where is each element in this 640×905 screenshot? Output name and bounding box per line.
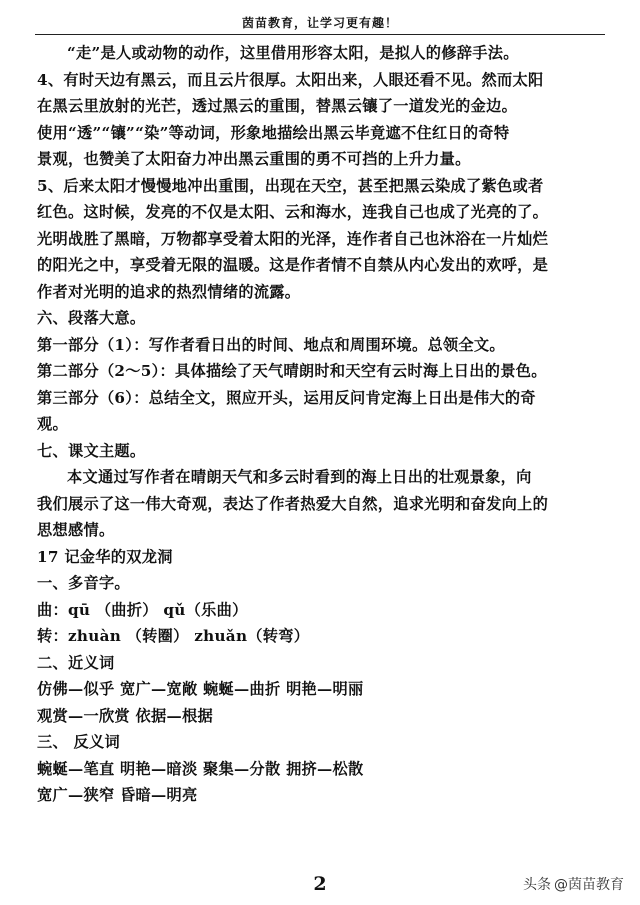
text-line: 本文通过写作者在晴朗天气和多云时看到的海上日出的壮观景象，向 — [67, 468, 532, 486]
watermark — [523, 874, 624, 894]
watermark-logo: 头条 — [523, 877, 551, 893]
text-line: 宽广—狭窄 昏暗—明亮 — [37, 786, 198, 804]
text-line: 4、有时天边有黑云，而且云片很厚。太阳出来，人眼还看不见。然而太阳 — [37, 70, 544, 89]
text-line: 第二部分（2～5）：具体描绘了天气晴朗时和天空有云时海上日出的景色。 — [37, 362, 547, 380]
text-line: 七、课文主题。 — [37, 441, 146, 460]
text-line: 在黑云里放射的光芒，透过黑云的重围，替黑云镶了一道发光的金边。 — [37, 97, 518, 115]
text-line: 作者对光明的追求的热烈情绪的流露。 — [37, 282, 301, 301]
text-line: 我们展示了这一伟大奇观，表达了作者热爱大自然，追求光明和奋发向上的 — [37, 494, 549, 513]
text-line: 红色。这时候，发亮的不仅是太阳、云和海水，连我自己也成了光亮的了。 — [37, 203, 549, 221]
text-line: 一、多音字。 — [37, 574, 130, 592]
text-line: 仿佛—似乎 宽广—宽敞 蜿蜒—曲折 明艳—明丽 — [37, 680, 364, 698]
text-line: 三、 反义词 — [37, 733, 121, 751]
text-line: 景观，也赞美了太阳奋力冲出黑云重围的勇不可挡的上升力量。 — [37, 150, 471, 168]
text-line: 第三部分（6）：总结全文，照应开头，运用反问肯定海上日出是伟大的奇 — [37, 388, 536, 407]
text-line: “走”是人或动物的动作，这里借用形容太阳，是拟人的修辞手法。 — [67, 44, 519, 62]
page-number: 2 — [313, 873, 327, 895]
text-line: 光明战胜了黑暗，万物都享受着太阳的光泽，连作者自己也沐浴在一片灿烂 — [37, 229, 549, 248]
page-header: 茵苗教育，让学习更有趣！ — [241, 16, 398, 30]
text-line: 蜿蜒—笔直 明艳—暗淡 聚集—分散 拥挤—松散 — [37, 759, 364, 778]
text-line: 转：zhuàn （转圈） zhuǎn（转弯） — [37, 627, 310, 645]
text-line: 观。 — [37, 415, 68, 433]
text-line: 二、近义词 — [37, 653, 115, 672]
text-line: 观赏—一欣赏 依据—根据 — [37, 706, 213, 725]
text-line: 的阳光之中，享受着无限的温暖。这是作者情不自禁从内心发出的欢呼，是 — [37, 256, 549, 274]
text-line: 六、段落大意。 — [37, 309, 146, 327]
header-rule — [35, 34, 605, 35]
text-line: 第一部分（1）：写作者看日出的时间、地点和周围环境。总领全文。 — [37, 335, 505, 354]
text-line: 使用“透”“镶”“染”等动词，形象地描绘出黑云毕竟遮不住红日的奇特 — [37, 123, 510, 142]
text-line: 17 记金华的双龙洞 — [37, 547, 173, 566]
text-line: 思想感情。 — [37, 521, 115, 539]
document-body — [37, 40, 604, 809]
watermark-text: @茵苗教育 — [554, 877, 624, 893]
text-line: 5、后来太阳才慢慢地冲出重围，出现在天空，甚至把黑云染成了紫色或者 — [37, 176, 544, 195]
text-line: 曲：qū （曲折） qǔ（乐曲） — [37, 600, 248, 619]
